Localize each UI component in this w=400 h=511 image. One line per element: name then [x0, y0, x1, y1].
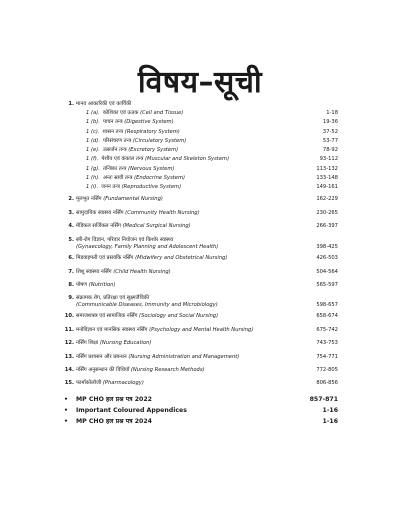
entry-page: 398-425 [316, 243, 338, 250]
bullet-icon: • [64, 406, 68, 414]
subentry-code: 1 (a). [86, 110, 100, 116]
entry-title: नर्सिंग अनुसन्धान की विधियाँ [76, 366, 130, 373]
toc-subentry-1h [62, 175, 338, 184]
subentry-title: श्वसन तन्त्र [102, 128, 124, 135]
subentry-page: 113-132 [316, 165, 338, 172]
toc-entry-12 [62, 340, 338, 353]
entry-english: (Nursing Education) [99, 340, 152, 347]
extra-title: MP CHO हल प्रश्न पत्र 2024 [76, 417, 152, 425]
extra-title: Important Coloured Appendices [76, 406, 187, 414]
entry-page: 806-856 [316, 380, 338, 387]
entry-page: 743-753 [316, 340, 338, 347]
entry-number: 14. [64, 366, 74, 373]
entry-title: समाजशास्त्र एवं सामाजिक नर्सिंग [76, 313, 138, 320]
entry-number: 10. [64, 313, 74, 320]
extra-page: 857-871 [309, 395, 338, 403]
subentry-english: (Respiratory System) [124, 128, 180, 135]
toc-extra-mp-cho-2022 [62, 396, 338, 407]
entry-number: 13. [64, 353, 74, 360]
entry-english: (Child Health Nursing) [113, 268, 171, 275]
subentry-page: 19-36 [322, 119, 338, 126]
entry-title: स्त्री-रोग विज्ञान, परिवार नियोजन एवं किशोर स्वास्थ्य [76, 237, 174, 244]
subentry-english: (Digestive System) [124, 119, 174, 126]
subentry-code: 1 (b). [86, 119, 100, 126]
subentry-title: पेशीय एवं कंकाल तन्त्र [101, 156, 144, 163]
toc-entry-11 [62, 327, 338, 340]
entry-english: (Fundamental Nursing) [103, 196, 163, 203]
entry-title: सामुदायिक स्वास्थ्य नर्सिंग [76, 209, 124, 216]
entry-title: संक्रामक रोग, प्रतिरक्षा एवं सूक्ष्मजैविकी [76, 295, 150, 302]
subentry-code: 1 (c). [86, 128, 100, 135]
toc-entry-14 [62, 367, 338, 380]
toc-entry-13 [62, 354, 338, 367]
extra-page: 1-16 [322, 406, 338, 414]
toc-extra-mp-cho-2024 [62, 418, 338, 429]
subentry-code: 1 (f). [86, 156, 99, 163]
entry-title: पोषण [76, 281, 88, 288]
subentry-page: 149-161 [316, 184, 338, 191]
toc-subentry-1f [62, 156, 338, 165]
entry-page: 504-564 [316, 268, 338, 275]
entry-english: (Gynaecology, Family Planning and Adolescent Health) [76, 243, 219, 250]
toc-entry-3 [62, 210, 338, 223]
entry-english: (Communicable Diseases, Immunity and Microbiology) [76, 301, 218, 308]
toc-subentry-1d [62, 138, 338, 147]
entry-page: 426-503 [316, 255, 338, 262]
entry-page: 598-657 [316, 301, 338, 308]
bullet-icon: • [64, 395, 68, 403]
toc-entry-4 [62, 223, 338, 237]
toc-entry-8 [62, 282, 338, 295]
toc-subentry-1g [62, 166, 338, 175]
subentry-page: 1-18 [326, 110, 338, 116]
toc-subentry-1i [62, 184, 338, 196]
entry-title: मानव आकारिकी एवं कार्यिकी [76, 101, 132, 107]
entry-english: (Nutrition) [88, 281, 116, 288]
subentry-code: 1 (d). [86, 137, 100, 144]
entry-title: शिशु स्वास्थ्य नर्सिंग [76, 268, 112, 275]
entry-number: 2. [68, 196, 74, 203]
entry-english: (Community Health Nursing) [125, 209, 200, 216]
entry-page: 754-771 [316, 353, 338, 360]
subentry-title: परिसंचरण तन्त्र [102, 137, 132, 144]
subentry-title: अन्तः स्रावी तन्त्र [102, 175, 133, 182]
entry-number: 9. [68, 295, 74, 302]
subentry-title: पाचन तन्त्र [102, 119, 123, 126]
subentry-english: (Circulatory System) [132, 137, 187, 144]
subentry-english: (Reproductive System) [121, 184, 182, 191]
subentry-code: 1 (e). [86, 147, 100, 154]
toc-entry-9 [62, 295, 338, 313]
entry-page: 565-597 [316, 281, 338, 288]
toc-entry-10 [62, 313, 338, 326]
toc-entry-1 [62, 101, 338, 110]
entry-title: नर्सिंग शिक्षा [76, 340, 99, 347]
entry-english: (Nursing Administration and Management) [128, 353, 240, 360]
table-of-contents [62, 101, 338, 429]
subentry-page: 93-112 [319, 156, 338, 163]
subentry-english: (Endocrine System) [134, 175, 186, 182]
toc-subentry-1b [62, 119, 338, 128]
subentry-code: 1 (h). [86, 175, 100, 182]
toc-entry-5 [62, 237, 338, 255]
toc-subentry-1c [62, 129, 338, 138]
subentry-english: (Cell and Tissue) [140, 110, 184, 116]
entry-number: 1. [68, 101, 74, 107]
subentry-title: कोशिका एवं ऊतक [102, 110, 139, 116]
entry-number: 8. [68, 281, 74, 288]
subentry-page: 37-52 [322, 128, 338, 135]
entry-title: मूलभूत नर्सिंग [76, 196, 102, 203]
entry-title: फार्माकोलॉजी [76, 380, 102, 387]
bullet-icon: • [64, 417, 68, 425]
toc-entry-6 [62, 255, 338, 268]
entry-english: (Sociology and Social Nursing) [139, 313, 219, 320]
entry-number: 4. [68, 223, 74, 230]
entry-number: 3. [68, 209, 74, 216]
entry-title: मिडवाइफरी एवं प्रसवकि नर्सिंग [76, 255, 134, 262]
subentry-title: उत्सर्जन तन्त्र [102, 147, 127, 154]
entry-page: 658-674 [316, 313, 338, 320]
entry-number: 12. [64, 340, 74, 347]
entry-page: 675-742 [316, 326, 338, 333]
subentry-title: जनन तन्त्र [101, 184, 120, 191]
subentry-title: तन्त्रिका तन्त्र [102, 165, 127, 172]
entry-title: मेडिकल सर्जिकल नर्सिंग [76, 223, 121, 230]
toc-entry-2 [62, 196, 338, 209]
entry-page: 772-805 [316, 366, 338, 373]
toc-entry-7 [62, 269, 338, 282]
entry-number: 15. [64, 380, 74, 387]
subentry-english: (Nervous System) [127, 165, 175, 172]
entry-title: मनोविज्ञान एवं मानसिक स्वास्थ्य नर्सिंग [76, 326, 148, 333]
subentry-page: 53-77 [322, 137, 338, 144]
entry-page: 230-265 [316, 209, 338, 216]
entry-number: 7. [68, 268, 74, 275]
entry-english: (Pharmacology) [102, 380, 144, 387]
entry-english: (Medical Surgical Nursing) [122, 223, 191, 230]
toc-subentry-1a [62, 110, 338, 119]
entry-english: (Psychology and Mental Health Nursing) [149, 326, 254, 333]
subentry-english: (Muscular and Skeleton System) [145, 156, 230, 163]
entry-number: 5. [68, 237, 74, 244]
extra-page: 1-16 [322, 417, 338, 425]
subentry-page: 133-148 [316, 175, 338, 182]
subentry-page: 78-92 [322, 147, 338, 154]
entry-english: (Nursing Research Methods) [130, 366, 205, 373]
page-title: विषय–सूची [137, 65, 263, 100]
entry-number: 6. [68, 255, 74, 262]
toc-extra-appendices [62, 407, 338, 418]
entry-page: 162-229 [316, 196, 338, 203]
subentry-code: 1 (g). [86, 165, 100, 172]
subentry-code: 1 (i). [86, 184, 99, 191]
entry-number: 11. [64, 326, 74, 333]
toc-entry-15 [62, 380, 338, 396]
extra-title: MP CHO हल प्रश्न पत्र 2022 [76, 395, 152, 403]
subentry-english: (Excretory System) [128, 147, 179, 154]
entry-page: 266-397 [316, 223, 338, 230]
entry-english: (Midwifery and Obstetrical Nursing) [135, 255, 228, 262]
entry-title: नर्सिंग प्रशासन और प्रबन्धन [76, 353, 127, 360]
